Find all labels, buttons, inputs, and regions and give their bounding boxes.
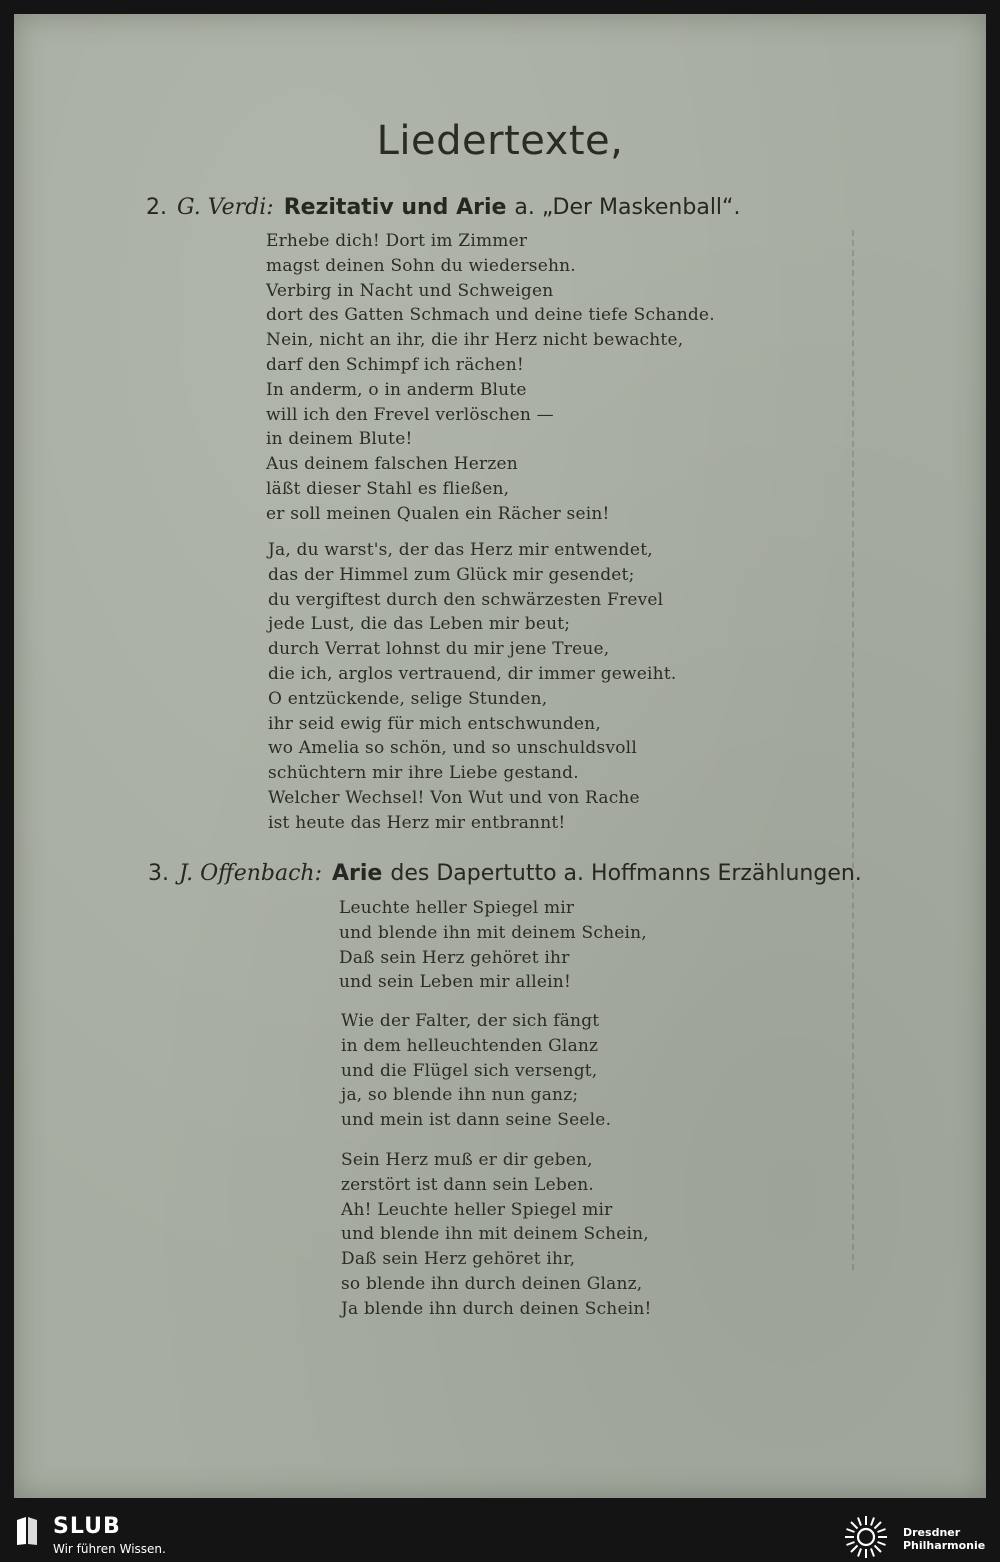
- lyric-line: Welcher Wechsel! Von Wut und von Rache: [268, 787, 640, 808]
- lyric-line: Erhebe dich! Dort im Zimmer: [266, 231, 528, 251]
- lyrics-stanza: [268, 538, 676, 836]
- lyric-line: will ich den Frevel verlöschen —: [266, 404, 554, 425]
- work-source: des Dapertutto a. Hoffmanns Erzählungen.: [390, 861, 862, 886]
- lyric-line: Aus deinem falschen Herzen: [266, 454, 518, 475]
- viewer-footer: [0, 1512, 1000, 1562]
- partner-name-line: Dresdner: [903, 1526, 961, 1539]
- lyric-line: Ah! Leuchte heller Spiegel mir: [341, 1199, 613, 1220]
- lyric-line: und sein Leben mir allein!: [339, 972, 571, 993]
- lyrics-stanza: [266, 229, 715, 527]
- lyric-line: Ja, du warst's, der das Herz mir entwendet,: [268, 540, 653, 560]
- section-number: 3.: [148, 861, 169, 886]
- lyric-line: Sein Herz muß er dir geben,: [341, 1150, 593, 1170]
- lyric-line: Ja blende ihn durch deinen Schein!: [341, 1298, 652, 1319]
- partner-name: [903, 1526, 985, 1552]
- lyric-line: In anderm, o in anderm Blute: [266, 379, 527, 400]
- lyric-line: ja, so blende ihn nun ganz;: [341, 1085, 579, 1106]
- lyric-line: die ich, arglos vertrauend, dir immer geweiht.: [268, 663, 677, 684]
- faded-stamp-border: [852, 230, 864, 1270]
- composer: G. Verdi:: [177, 195, 274, 220]
- library-tagline: Wir führen Wissen.: [53, 1542, 166, 1556]
- section-heading-verdi: [146, 195, 740, 220]
- library-name[interactable]: SLUB: [53, 1514, 121, 1539]
- lyric-line: darf den Schimpf ich rächen!: [266, 354, 524, 375]
- lyric-line: dort des Gatten Schmach und deine tiefe Schande.: [266, 305, 715, 326]
- lyric-line: und blende ihn mit deinem Schein,: [339, 922, 647, 943]
- lyric-line: und die Flügel sich versengt,: [341, 1060, 598, 1081]
- lyrics-stanza: [341, 1009, 611, 1133]
- lyric-line: O entzückende, selige Stunden,: [268, 688, 548, 709]
- lyrics-stanza: [339, 896, 647, 995]
- lyric-line: und mein ist dann seine Seele.: [341, 1110, 612, 1131]
- lyric-line: Verbirg in Nacht und Schweigen: [266, 280, 554, 301]
- lyric-line: in dem helleuchtenden Glanz: [341, 1035, 599, 1056]
- section-number: 2.: [146, 195, 167, 220]
- partner-name-line: Philharmonie: [903, 1539, 986, 1552]
- page-title: Liedertexte,: [376, 118, 624, 164]
- lyric-line: wo Amelia so schön, und so unschuldsvoll: [268, 738, 637, 759]
- lyric-line: läßt dieser Stahl es fließen,: [266, 478, 510, 499]
- lyric-line: in deinem Blute!: [266, 429, 413, 450]
- lyric-line: Daß sein Herz gehöret ihr,: [341, 1249, 576, 1270]
- lyric-line: durch Verrat lohnst du mir jene Treue,: [268, 639, 610, 660]
- lyric-line: er soll meinen Qualen ein Rächer sein!: [266, 503, 610, 524]
- section-heading-offenbach: [148, 861, 862, 886]
- work-source: a. „Der Maskenball“.: [514, 195, 741, 220]
- lyric-line: ist heute das Herz mir entbrannt!: [268, 812, 566, 833]
- lyric-line: magst deinen Sohn du wiedersehn.: [266, 255, 576, 276]
- lyric-line: Leuchte heller Spiegel mir: [339, 898, 575, 918]
- lyric-line: zerstört ist dann sein Leben.: [341, 1174, 595, 1195]
- lyric-line: schüchtern mir ihre Liebe gestand.: [268, 763, 579, 784]
- composer: J. Offenbach:: [179, 861, 323, 886]
- work-title: Rezitativ und Arie: [283, 195, 507, 220]
- lyric-line: Nein, nicht an ihr, die ihr Herz nicht bewachte,: [266, 330, 684, 351]
- lyric-line: so blende ihn durch deinen Glanz,: [341, 1273, 643, 1294]
- lyric-line: Daß sein Herz gehöret ihr: [339, 947, 570, 968]
- lyrics-stanza: [341, 1148, 652, 1322]
- lyric-line: und blende ihn mit deinem Schein,: [341, 1224, 649, 1245]
- lyric-line: Wie der Falter, der sich fängt: [341, 1011, 600, 1031]
- lyric-line: jede Lust, die das Leben mir beut;: [268, 614, 571, 635]
- work-title: Arie: [332, 861, 383, 886]
- book-icon: [14, 1516, 40, 1546]
- lyric-line: das der Himmel zum Glück mir gesendet;: [268, 564, 635, 585]
- lyric-line: ihr seid ewig für mich entschwunden,: [268, 713, 601, 734]
- sunburst-logo-icon[interactable]: [841, 1512, 891, 1562]
- lyric-line: du vergiftest durch den schwärzesten Frevel: [268, 589, 664, 610]
